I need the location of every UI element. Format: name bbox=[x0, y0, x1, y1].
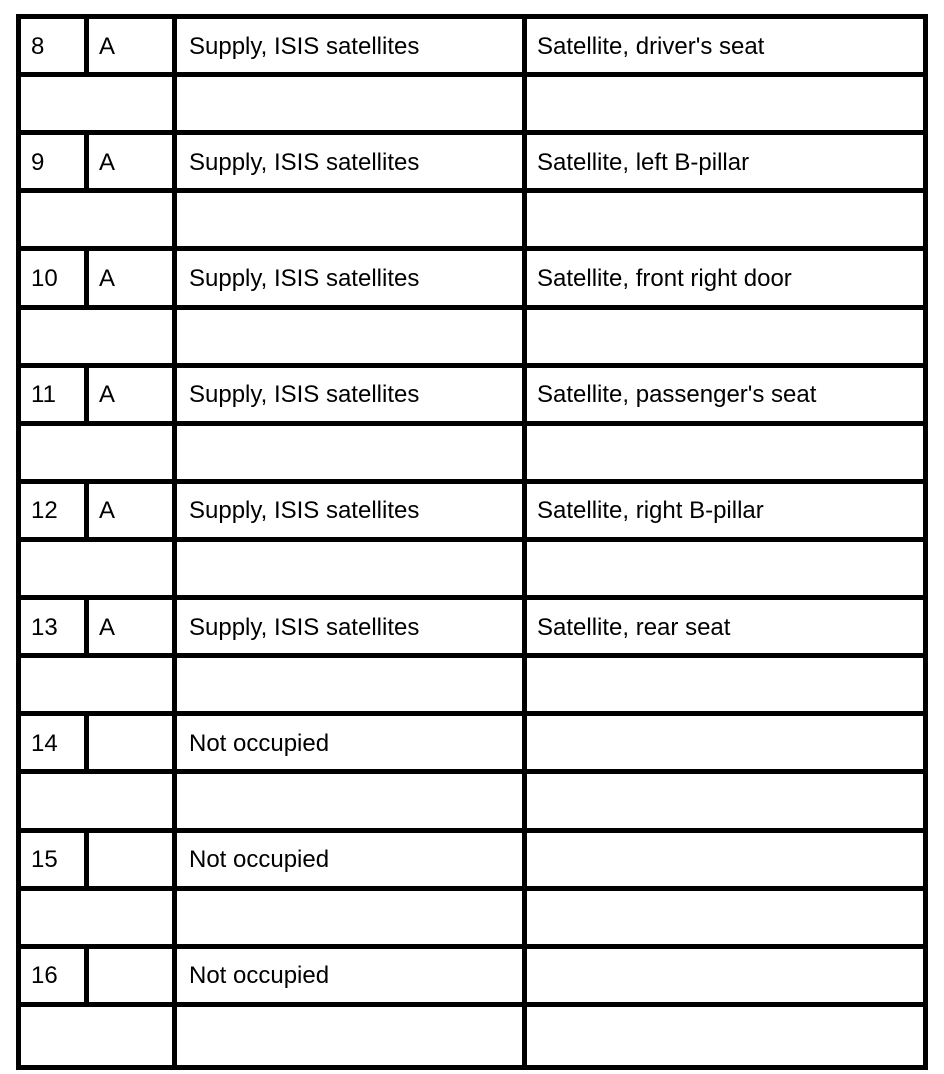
code-cell: A bbox=[89, 484, 177, 542]
code-cell bbox=[89, 833, 177, 891]
pin-number-cell: 12 bbox=[21, 484, 89, 542]
blank-cell-pin-code bbox=[21, 891, 177, 949]
blank-cell-destination bbox=[527, 542, 923, 600]
blank-cell-destination bbox=[527, 1007, 923, 1065]
blank-cell-pin-code bbox=[21, 193, 177, 251]
pin-assignment-table bbox=[16, 14, 928, 1070]
pin-number-cell: 10 bbox=[21, 251, 89, 309]
blank-cell-pin-code bbox=[21, 1007, 177, 1065]
destination-cell: Satellite, passenger's seat bbox=[527, 368, 923, 426]
blank-cell-pin-code bbox=[21, 774, 177, 832]
code-cell: A bbox=[89, 251, 177, 309]
blank-cell-pin-code bbox=[21, 658, 177, 716]
blank-cell-destination bbox=[527, 891, 923, 949]
pin-number-cell: 14 bbox=[21, 716, 89, 774]
blank-cell-destination bbox=[527, 77, 923, 135]
destination-cell: Satellite, driver's seat bbox=[527, 19, 923, 77]
function-cell: Supply, ISIS satellites bbox=[177, 600, 527, 658]
code-cell: A bbox=[89, 135, 177, 193]
code-cell bbox=[89, 949, 177, 1007]
blank-cell-function bbox=[177, 658, 527, 716]
pin-number-cell: 9 bbox=[21, 135, 89, 193]
blank-cell-pin-code bbox=[21, 310, 177, 368]
blank-cell-destination bbox=[527, 193, 923, 251]
pin-number-cell: 16 bbox=[21, 949, 89, 1007]
blank-cell-destination bbox=[527, 658, 923, 716]
blank-cell-function bbox=[177, 193, 527, 251]
pin-number-cell: 15 bbox=[21, 833, 89, 891]
function-cell: Supply, ISIS satellites bbox=[177, 484, 527, 542]
blank-cell-pin-code bbox=[21, 77, 177, 135]
function-cell: Supply, ISIS satellites bbox=[177, 135, 527, 193]
blank-cell-function bbox=[177, 310, 527, 368]
blank-cell-function bbox=[177, 774, 527, 832]
pin-number-cell: 11 bbox=[21, 368, 89, 426]
blank-cell-pin-code bbox=[21, 426, 177, 484]
code-cell: A bbox=[89, 368, 177, 426]
function-cell: Supply, ISIS satellites bbox=[177, 19, 527, 77]
blank-cell-function bbox=[177, 77, 527, 135]
function-cell: Not occupied bbox=[177, 833, 527, 891]
blank-cell-pin-code bbox=[21, 542, 177, 600]
function-cell: Supply, ISIS satellites bbox=[177, 251, 527, 309]
pin-number-cell: 13 bbox=[21, 600, 89, 658]
destination-cell: Satellite, left B-pillar bbox=[527, 135, 923, 193]
code-cell: A bbox=[89, 19, 177, 77]
blank-cell-function bbox=[177, 1007, 527, 1065]
destination-cell: Satellite, front right door bbox=[527, 251, 923, 309]
blank-cell-destination bbox=[527, 774, 923, 832]
blank-cell-destination bbox=[527, 426, 923, 484]
blank-cell-function bbox=[177, 542, 527, 600]
function-cell: Not occupied bbox=[177, 949, 527, 1007]
destination-cell bbox=[527, 716, 923, 774]
destination-cell: Satellite, rear seat bbox=[527, 600, 923, 658]
code-cell: A bbox=[89, 600, 177, 658]
destination-cell bbox=[527, 949, 923, 1007]
blank-cell-function bbox=[177, 426, 527, 484]
destination-cell bbox=[527, 833, 923, 891]
blank-cell-function bbox=[177, 891, 527, 949]
pin-number-cell: 8 bbox=[21, 19, 89, 77]
destination-cell: Satellite, right B-pillar bbox=[527, 484, 923, 542]
function-cell: Supply, ISIS satellites bbox=[177, 368, 527, 426]
blank-cell-destination bbox=[527, 310, 923, 368]
function-cell: Not occupied bbox=[177, 716, 527, 774]
code-cell bbox=[89, 716, 177, 774]
